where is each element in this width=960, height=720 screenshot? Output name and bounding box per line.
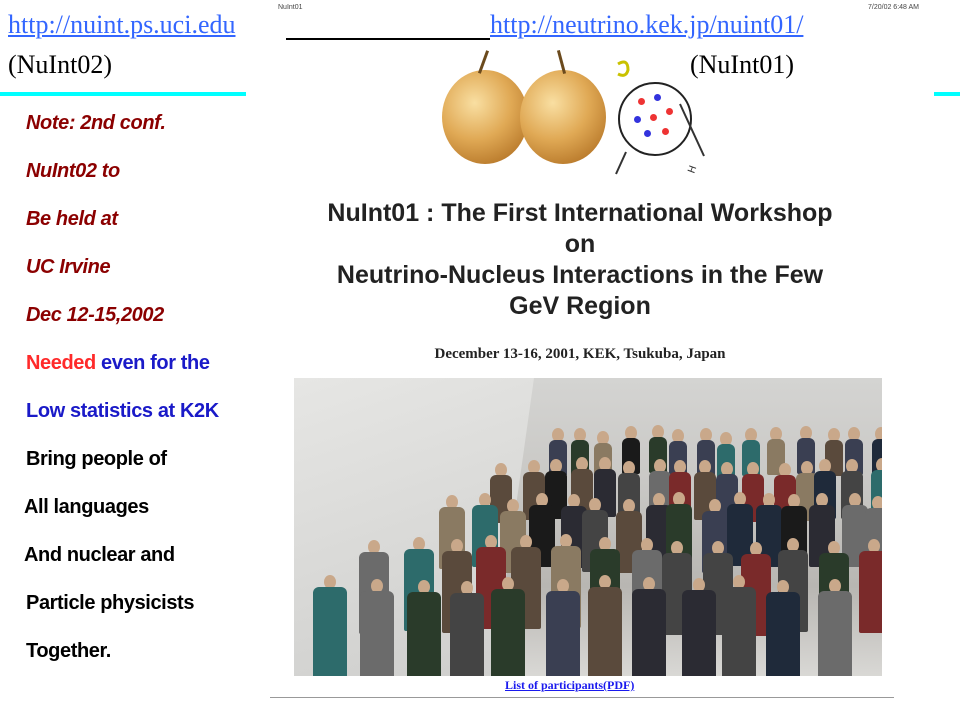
pear-fruit-icon: [442, 70, 528, 164]
person-body: [407, 592, 441, 676]
participants-pdf-link[interactable]: List of participants(PDF): [505, 678, 635, 692]
note-line: [26, 352, 210, 375]
note-line: Together.: [26, 640, 111, 662]
nuint01-label: (NuInt01): [690, 50, 794, 79]
neutrino-sketch-icon: [596, 56, 726, 186]
needed-text: Needed: [26, 352, 96, 374]
person-body: [682, 590, 716, 676]
nuint01-link[interactable]: http://neutrino.kek.jp/nuint01/: [490, 10, 804, 39]
photo-person: [546, 579, 580, 676]
pear-fruit-icon: [520, 70, 606, 164]
even-for-text: even for the: [95, 352, 210, 374]
nuint01-page-screenshot: [270, 0, 960, 720]
page-footer-rule: [270, 697, 894, 698]
note-line: Note: 2nd conf.: [26, 112, 166, 134]
title-line: NuInt01 : The First International Workshop: [327, 199, 833, 227]
nuint02-label: (NuInt02): [8, 50, 112, 79]
person-body: [450, 593, 484, 676]
note-line: Dec 12-15,2002: [26, 304, 164, 326]
nuint02-link[interactable]: http://nuint.ps.uci.edu: [8, 10, 236, 39]
person-body: [491, 589, 525, 676]
note-line: UC Irvine: [26, 256, 111, 278]
photo-person: [313, 575, 347, 676]
workshop-dates: December 13-16, 2001, KEK, Tsukuba, Japan: [434, 346, 726, 362]
photo-person: [450, 581, 484, 676]
person-body: [313, 587, 347, 676]
person-body: [588, 587, 622, 676]
photo-person: [407, 580, 441, 676]
photo-person: [682, 578, 716, 676]
person-body: [766, 592, 800, 676]
group-photo: [294, 378, 882, 676]
workshop-title: [270, 198, 890, 322]
note-line: NuInt02 to: [26, 160, 120, 182]
person-body: [546, 591, 580, 676]
svg-text:H: H: [686, 164, 700, 176]
note-line: Be held at: [26, 208, 118, 230]
person-body: [632, 589, 666, 676]
photo-person: [491, 577, 525, 676]
title-line: GeV Region: [509, 292, 651, 320]
title-line: Neutrino-Nucleus Interactions in the Few: [336, 261, 824, 289]
note-line: And nuclear and: [24, 544, 175, 566]
person-body: [859, 551, 882, 633]
note-line: Particle physicists: [26, 592, 195, 614]
photo-person: [722, 575, 756, 676]
person-body: [818, 591, 852, 676]
page-header-title: NuInt01: [278, 4, 303, 11]
photo-person: [360, 579, 394, 676]
page-header-timestamp: 7/20/02 6:48 AM: [868, 4, 919, 11]
photo-person: [632, 577, 666, 676]
note-line: All languages: [24, 496, 149, 518]
note-line: Low statistics at K2K: [26, 400, 219, 422]
title-line: on: [564, 230, 596, 258]
note-line: Bring people of: [26, 448, 167, 470]
photo-person: [766, 580, 800, 676]
photo-person: [818, 579, 852, 676]
photo-person: [859, 539, 882, 635]
accent-rule-left: [0, 92, 246, 96]
person-body: [722, 587, 756, 676]
photo-person: [588, 575, 622, 676]
person-body: [360, 591, 394, 676]
